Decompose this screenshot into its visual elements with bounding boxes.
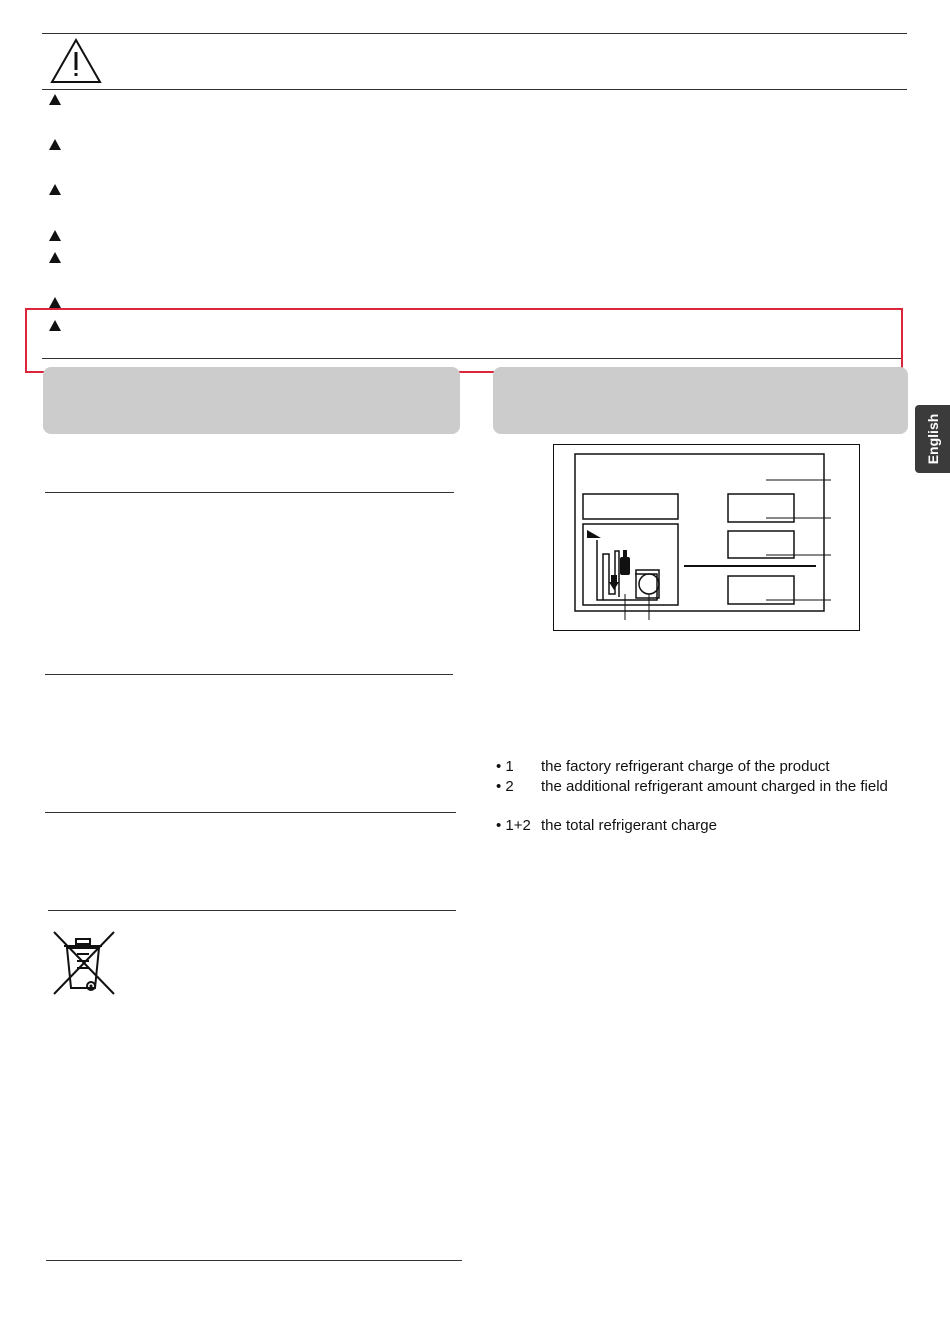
bullet-triangle-icon xyxy=(49,139,61,150)
legend-text: the total refrigerant charge xyxy=(541,817,717,834)
highlight-box xyxy=(25,308,903,373)
warning-icon xyxy=(50,38,102,84)
legend-key: • 2 xyxy=(496,778,514,795)
left-rule-3 xyxy=(45,812,456,813)
bullet-triangle-icon xyxy=(49,230,61,241)
legend-key: • 1+2 xyxy=(496,817,531,834)
legend-key: • 1 xyxy=(496,758,514,775)
bullet-triangle-icon xyxy=(49,252,61,263)
weee-crossed-bin-icon xyxy=(52,930,116,996)
language-tab xyxy=(915,405,950,473)
left-rule-5 xyxy=(46,1260,462,1261)
language-tab-label: English xyxy=(924,413,941,465)
bullet-triangle-icon xyxy=(49,94,61,105)
left-rule-4 xyxy=(48,910,456,911)
legend-text: the factory refrigerant charge of the product xyxy=(541,758,830,775)
left-section-header xyxy=(43,367,460,434)
header-rule xyxy=(42,89,907,90)
left-rule-1 xyxy=(45,492,454,493)
bullet-triangle-icon xyxy=(49,184,61,195)
right-section-header xyxy=(493,367,908,434)
legend-text: the additional refrigerant amount charged in the field xyxy=(541,778,888,795)
refrigerant-label-diagram xyxy=(553,444,861,632)
top-rule xyxy=(42,33,907,34)
bullet-triangle-icon xyxy=(49,297,61,308)
left-rule-2 xyxy=(45,674,453,675)
